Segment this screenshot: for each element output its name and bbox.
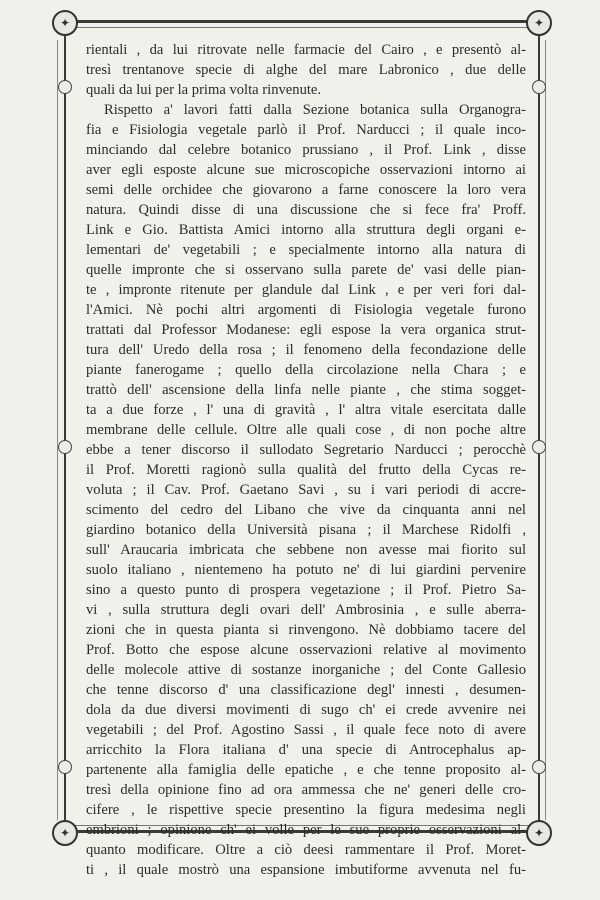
text-line: dola da due diversi movimenti di sugo ch' ei crede avvenire nei [86,702,526,718]
text-line: l'Amici. Nè pochi altri argomenti di Fisiologia vegetale furono [86,302,526,318]
text-line: quali da lui per la prima volta rinvenute. [86,82,322,98]
text-line: vi , sulla struttura degli ovari dell' Ambrosinia , e sulle aberra- [86,602,526,618]
text-line: ti , il quale mostrò una espansione imbutiforme avvenuta nel fu- [86,862,526,878]
text-line: Link e Gio. Battista Amici intorno alla struttura degli organi e- [86,222,526,238]
text-line: quanto modificare. Oltre a ciò deesi rammentare il Prof. Moret- [86,842,526,858]
frame-top-border [60,20,540,23]
text-line: sull' Araucaria imbricata che sebbene non avesse mai fiorito sul [86,542,526,558]
side-ornament-icon [532,760,546,774]
text-line: minciando dal celebre botanico prussiano , il Prof. Link , disse [86,142,526,158]
text-line: vegetabili ; del Prof. Agostino Sassi , il quale fece noto di avere [86,722,526,738]
text-line: fia e Fisiologia vegetale parlò il Prof. Narducci ; il quale inco- [86,122,526,138]
frame-top-inner-border [70,27,530,28]
text-line: ebbe a tener discorso il sullodato Segretario Narducci ; perocchè [86,442,526,458]
text-line: ta a due forze , l' una di gravità , l' altra vitale esercitata dalle [86,402,526,418]
text-line: giardino botanico della Università pisana ; il Marchese Ridolfi , [86,522,526,538]
corner-ornament-icon: ✦ [526,820,552,846]
corner-ornament-icon: ✦ [52,10,78,36]
text-line: Rispetto a' lavori fatti dalla Sezione botanica sulla Organogra- [104,102,526,118]
corner-ornament-icon: ✦ [52,820,78,846]
text-line: lementari de' vegetabili ; e specialmente intorno alla natura di [86,242,526,258]
text-line: che tenne discorso d' una classificazione degl' innesti , desumen- [86,682,526,698]
text-line: semi delle orchidee che giovarono a farne conoscere la loro vera [86,182,526,198]
text-line: cifere , le rispettive specie presentino la figura medesima negli [86,802,526,818]
side-ornament-icon [58,760,72,774]
text-line: aver egli esposte alcune sue microscopiche osservazioni intorno ai [86,162,526,178]
text-line: piante fanerogame ; quello della circolazione nella Chara ; e [86,362,526,378]
text-line: natura. Quindi disse di una discussione che si fece fra' Proff. [86,202,526,218]
text-line: tura dell' Uredo della rosa ; il fenomeno della fecondazione delle [86,342,526,358]
text-line: delle molecole attive di sostanze inorganiche ; del Conte Gallesio [86,662,526,678]
text-line: rientali , da lui ritrovate nelle farmacie del Cairo , e presentò al- [86,42,526,58]
text-line: suolo italiano , nientemeno ha potuto ne' di lui giardini pervenire [86,562,526,578]
text-line: Prof. Botto che espose alcune osservazioni relative al movimento [86,642,526,658]
text-line: zioni che in questa pianta si rinvengono. Nè dobbiamo tacere del [86,622,526,638]
side-ornament-icon [532,440,546,454]
text-line: partenente alla famiglia delle epatiche , e che tenne proposito al- [86,762,526,778]
frame-left-border [64,22,66,832]
text-line: membrane delle cellule. Oltre alle quali cose , di non poche altre [86,422,526,438]
frame-left-inner-border [57,40,58,820]
text-line: embrioni ; opinione ch' ei volle per le sue proprie osservazioni al- [86,822,526,838]
text-line: quelle impronte che si osservano sulla parete de' vasi delle pian- [86,262,526,278]
frame-right-inner-border [545,40,546,820]
text-line: voluta ; il Cav. Prof. Gaetano Savi , su i vari periodi di accre- [86,482,526,498]
corner-ornament-icon: ✦ [526,10,552,36]
frame-right-border [538,22,540,832]
text-line: tresì trentanove specie di alghe del mare Labronico , due delle [86,62,526,78]
text-line: trattò dell' ascensione della linfa nelle piante , che stima sogget- [86,382,526,398]
side-ornament-icon [58,80,72,94]
text-line: trattati dal Professor Modanese: egli espose la vera organica strut- [86,322,526,338]
side-ornament-icon [58,440,72,454]
text-line: il Prof. Moretti ragionò sulla qualità del frutto della Cycas re- [86,462,526,478]
body-text [86,40,526,880]
text-line: tresì della opinione fino ad ora ammessa che ne' generi delle cro- [86,782,526,798]
text-line: sino a questo punto di prospera vegetazione ; il Prof. Pietro Sa- [86,582,526,598]
text-line: scimento del cedro del Libano che vive da cinquanta anni nel [86,502,526,518]
text-line: arricchito la Flora italiana d' una specie di Antrocephalus ap- [86,742,526,758]
side-ornament-icon [532,80,546,94]
text-line: te , impronte ritenute per glandule dal Link , e per veri fori dal- [86,282,526,298]
